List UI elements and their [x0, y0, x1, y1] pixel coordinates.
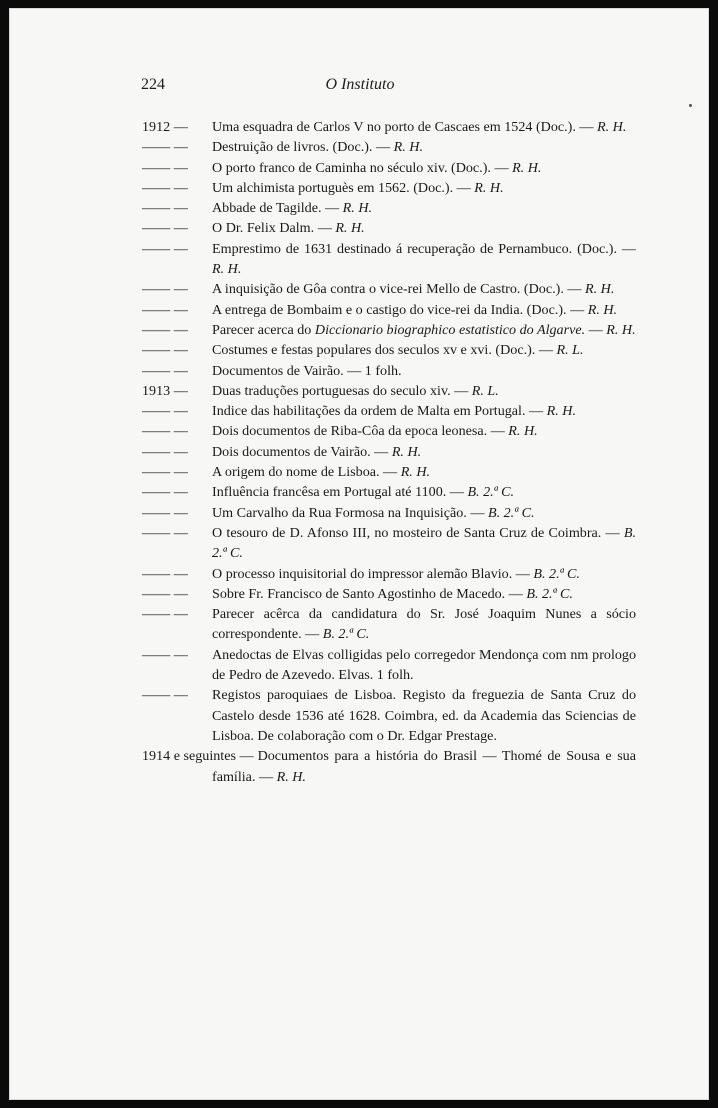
- entry-title: Dois documentos de Vairão. —: [212, 443, 389, 460]
- entry-lead: —— —: [142, 220, 188, 237]
- entry-lead: —— —: [142, 403, 188, 420]
- entry-title: A origem do nome de Lisboa. —: [212, 464, 398, 481]
- bibliography-entry: [142, 158, 636, 178]
- entry-author: B. 2.ª C.: [487, 504, 535, 521]
- bibliography-entry: [142, 462, 636, 482]
- entry-lead: —— —: [142, 524, 188, 541]
- entry-author: B. 2.ª C.: [212, 524, 636, 562]
- bibliography-entry: [142, 523, 636, 564]
- entry-title-suffix: —: [585, 321, 603, 338]
- entry-author: R. H.: [474, 179, 504, 196]
- bibliography-entry: [142, 300, 636, 320]
- speck-mark: [689, 104, 692, 107]
- entry-title: Parecer acêrca da candidatura do Sr. José Joaquim Nunes a sócio correspondente. —: [212, 606, 636, 643]
- bibliography-entry: [142, 421, 636, 441]
- entry-author: R. H.: [391, 443, 422, 460]
- entry-lead: —— —: [142, 443, 188, 460]
- bibliography-entry: [142, 279, 636, 299]
- bibliography-entry: [142, 685, 636, 746]
- bibliography-entry: [142, 137, 636, 157]
- entry-lead: —— —: [142, 585, 188, 602]
- entry-author: R. H.: [512, 159, 542, 176]
- entry-lead: —— —: [142, 200, 188, 217]
- entry-lead: —— —: [142, 281, 188, 298]
- bibliography-entry: [142, 584, 636, 604]
- bibliography-entry: [142, 178, 636, 198]
- entry-author: R. H.: [606, 321, 636, 338]
- entry-author: B. 2.ª C.: [533, 565, 580, 582]
- entry-lead: —— —: [142, 646, 188, 663]
- bibliography-entry: [142, 239, 636, 280]
- bibliography-entry: [142, 401, 636, 421]
- entry-title: Indice das habilitações da ordem de Malta em Portugal. —: [212, 403, 544, 420]
- bibliography-entry: [142, 320, 636, 340]
- entry-author: R. H.: [585, 281, 615, 298]
- entry-title: Dois documentos de Riba-Côa da epoca leonesa. —: [212, 423, 505, 440]
- bibliography-entry: [142, 645, 636, 686]
- entry-author: R. H.: [597, 119, 627, 135]
- bibliography-list: [142, 117, 636, 787]
- entry-lead: —— —: [142, 321, 188, 338]
- entry-title: A entrega de Bombaim e o castigo do vice-rei da India. (Doc.). —: [212, 301, 585, 318]
- entry-title: O processo inquisitorial do impressor alemão Blavio. —: [212, 565, 530, 582]
- entry-author: B. 2.ª C.: [526, 585, 573, 602]
- entry-title: Documentos para a história do Brasil — Thomé de Sousa e sua família. —: [212, 748, 636, 785]
- page-header: [10, 76, 710, 98]
- bibliography-entry: [142, 198, 636, 218]
- entry-title: O Dr. Felix Dalm. —: [212, 220, 332, 237]
- entry-title: Um Carvalho da Rua Formosa na Inquisição. —: [212, 504, 485, 521]
- entry-lead: 1913 —: [142, 382, 188, 399]
- entry-lead: 1914 e seguintes —: [142, 748, 254, 765]
- entry-lead: —— —: [142, 565, 188, 582]
- entry-author: R. H.: [212, 261, 242, 278]
- entry-lead: —— —: [142, 240, 188, 257]
- entry-title: Documentos de Vairão. — 1 folh.: [212, 362, 402, 379]
- bibliography-entry: [142, 117, 636, 137]
- entry-lead: —— —: [142, 139, 188, 156]
- entry-title: Parecer acerca do: [212, 321, 312, 338]
- entry-title: Duas traduções portuguesas do seculo xiv. —: [212, 382, 469, 399]
- entry-title: Uma esquadra de Carlos V no porto de Cascaes em 1524 (Doc.). —: [212, 119, 594, 135]
- bibliography-entry: [142, 746, 636, 787]
- bibliography-entry: [142, 482, 636, 502]
- entry-lead: —— —: [142, 504, 188, 521]
- entry-author: R. H.: [335, 220, 365, 237]
- entry-title: Destruição de livros. (Doc.). —: [212, 139, 391, 156]
- bibliography-entry: [142, 564, 636, 584]
- bibliography-entry: [142, 503, 636, 523]
- entry-author: R. L.: [471, 382, 499, 399]
- entry-title: Costumes e festas populares dos seculos xv e xvi. (Doc.). —: [212, 342, 553, 359]
- entry-italic-title: Diccionario biographico estatistico do Algarve.: [314, 321, 586, 338]
- entry-title: Emprestimo de 1631 destinado á recuperação de Pernambuco. (Doc.). —: [212, 240, 636, 257]
- entry-author: R. H.: [400, 464, 431, 481]
- entry-title: Registos paroquiaes de Lisboa. Registo da freguezia de Santa Cruz do Castelo desde 1536 até 1628. Coimbra, ed. da Academia das Sciencias de Lisboa. De colaboração com o Dr. Edgar Prestage.: [212, 687, 636, 744]
- entry-lead: —— —: [142, 179, 188, 196]
- entry-lead: —— —: [142, 301, 188, 318]
- entry-title: Um alchimista portuguès em 1562. (Doc.). —: [212, 179, 471, 196]
- entry-author: R. H.: [546, 403, 576, 420]
- entry-title: O tesouro de D. Afonso III, no mosteiro de Santa Cruz de Coimbra. —: [212, 524, 620, 541]
- entry-author: R. H.: [276, 768, 306, 785]
- entry-lead: —— —: [142, 464, 188, 481]
- entry-lead: —— —: [142, 484, 188, 501]
- bibliography-entry: [142, 340, 636, 360]
- entry-lead: —— —: [142, 687, 188, 704]
- entry-title: A inquisição de Gôa contra o vice-rei Mello de Castro. (Doc.). —: [212, 281, 582, 298]
- entry-title: Influência francêsa em Portugal até 1100. —: [212, 484, 464, 501]
- entry-title: Sobre Fr. Francisco de Santo Agostinho de Macedo. —: [212, 585, 523, 602]
- document-page: [9, 8, 709, 1100]
- bibliography-entry: [142, 604, 636, 645]
- entry-author: R. H.: [393, 139, 423, 156]
- entry-author: R. L.: [556, 342, 584, 359]
- entry-author: R. H.: [342, 200, 373, 217]
- bibliography-entry: [142, 361, 636, 381]
- entry-title: Abbade de Tagilde. —: [212, 200, 340, 217]
- entry-lead: —— —: [142, 159, 188, 176]
- entry-lead: —— —: [142, 423, 188, 440]
- running-title: O Instituto: [325, 76, 395, 93]
- entry-lead: 1912 —: [142, 119, 188, 135]
- entry-author: B. 2.ª C.: [322, 626, 370, 643]
- entry-lead: —— —: [142, 606, 188, 623]
- entry-lead: —— —: [142, 362, 188, 379]
- bibliography-entry: [142, 218, 636, 238]
- entry-author: R. H.: [508, 423, 538, 440]
- entry-title: Anedoctas de Elvas colligidas pelo corregedor Mendonça com nm prologo de Pedro de Azevedo. Elvas. 1 folh.: [212, 646, 636, 684]
- page-number: 224: [141, 76, 165, 93]
- entry-author: B. 2.ª C.: [467, 484, 514, 501]
- bibliography-entry: [142, 442, 636, 462]
- entry-lead: —— —: [142, 342, 188, 359]
- entry-title: O porto franco de Caminha no século xiv. (Doc.). —: [212, 159, 509, 176]
- bibliography-entry: [142, 381, 636, 401]
- entry-author: R. H.: [587, 301, 618, 318]
